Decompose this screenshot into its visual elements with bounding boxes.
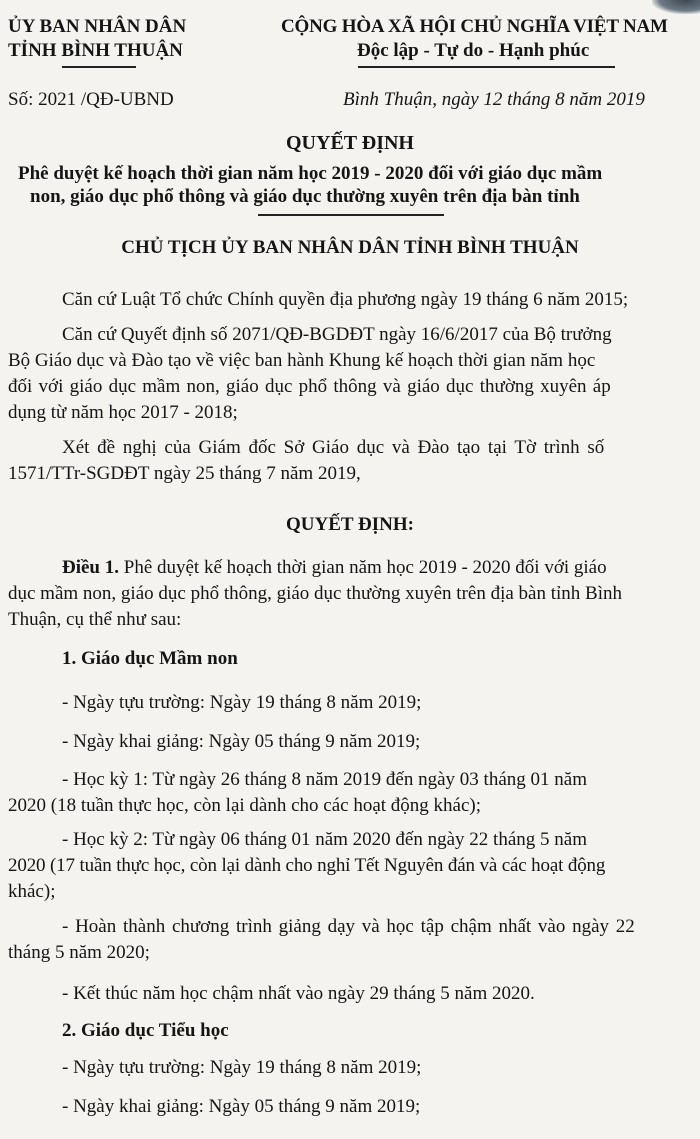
section1-item1: - Ngày tựu trường: Ngày 19 tháng 8 năm 2019; <box>62 692 422 713</box>
article1-label: Điều 1. <box>62 557 119 578</box>
section2-heading: 2. Giáo dục Tiểu học <box>62 1020 229 1041</box>
section1-item4-l1: - Học kỳ 2: Từ ngày 06 tháng 01 năm 2020 đến ngày 22 tháng 5 năm <box>62 829 587 850</box>
place-date: Bình Thuận, ngày 12 tháng 8 năm 2019 <box>343 89 645 110</box>
motto: Độc lập - Tự do - Hạnh phúc <box>357 40 590 61</box>
basis-decision-l3: đối với giáo dục mầm non, giáo dục phổ thông và giáo dục thường xuyên áp <box>8 376 611 397</box>
section1-item3-l1: - Học kỳ 1: Từ ngày 26 tháng 8 năm 2019 đến ngày 03 tháng 01 năm <box>62 769 587 790</box>
section2-item1: - Ngày tựu trường: Ngày 19 tháng 8 năm 2019; <box>62 1057 422 1078</box>
country-name: CỘNG HÒA XÃ HỘI CHỦ NGHĨA VIỆT NAM <box>281 16 668 37</box>
issuer-heading: CHỦ TỊCH ỦY BAN NHÂN DÂN TỈNH BÌNH THUẬN <box>121 237 579 258</box>
decision-heading: QUYẾT ĐỊNH: <box>286 514 414 535</box>
section2-item2: - Ngày khai giảng: Ngày 05 tháng 9 năm 2019; <box>62 1096 421 1117</box>
agency-line2: TỈNH BÌNH THUẬN <box>8 40 183 61</box>
agency-line1: ỦY BAN NHÂN DÂN <box>8 16 187 37</box>
section1-item5-l2: tháng 5 năm 2020; <box>8 942 150 963</box>
section1-heading: 1. Giáo dục Mầm non <box>62 648 238 669</box>
basis-proposal-l2: 1571/TTr-SGDĐT ngày 25 tháng 7 năm 2019, <box>8 463 361 484</box>
article1-line3: Thuận, cụ thể như sau: <box>8 609 182 630</box>
document-title: QUYẾT ĐỊNH <box>286 132 414 154</box>
section1-item3-l2: 2020 (18 tuần thực học, còn lại dành cho các hoạt động khác); <box>8 795 482 816</box>
motto-underline <box>358 66 615 68</box>
section1-item2: - Ngày khai giảng: Ngày 05 tháng 9 năm 2019; <box>62 731 421 752</box>
corner-shadow <box>652 0 700 14</box>
basis-decision-l1: Căn cứ Quyết định số 2071/QĐ-BGDĐT ngày 16/6/2017 của Bộ trưởng <box>62 324 612 345</box>
section1-item5-l1: - Hoàn thành chương trình giảng dạy và học tập chậm nhất vào ngày 22 <box>62 916 635 937</box>
section1-item6: - Kết thúc năm học chậm nhất vào ngày 29 tháng 5 năm 2020. <box>62 983 535 1004</box>
subject-line1: Phê duyệt kế hoạch thời gian năm học 2019 - 2020 đối với giáo dục mầm <box>18 163 603 184</box>
section1-item4-l3: khác); <box>8 881 56 902</box>
document-number: Số: 2021 /QĐ-UBND <box>8 89 174 110</box>
basis-law: Căn cứ Luật Tổ chức Chính quyền địa phương ngày 19 tháng 6 năm 2015; <box>62 289 629 310</box>
basis-proposal-l1: Xét đề nghị của Giám đốc Sở Giáo dục và Đào tạo tại Tờ trình số <box>62 437 605 458</box>
agency-underline <box>62 66 136 68</box>
article1-text: Phê duyệt kế hoạch thời gian năm học 2019 - 2020 đối với giáo <box>119 557 607 578</box>
basis-decision-l2: Bộ Giáo dục và Đào tạo về việc ban hành Khung kế hoạch thời gian năm học <box>8 350 596 371</box>
subject-line2: non, giáo dục phổ thông và giáo dục thường xuyên trên địa bàn tỉnh <box>30 186 580 207</box>
basis-decision-l4: dụng từ năm học 2017 - 2018; <box>8 402 238 423</box>
section1-item4-l2: 2020 (17 tuần thực học, còn lại dành cho nghỉ Tết Nguyên đán và các hoạt động <box>8 855 606 876</box>
article1-line2: dục mầm non, giáo dục phổ thông, giáo dục thường xuyên trên địa bàn tỉnh Bình <box>8 583 622 604</box>
article1-line1 <box>62 557 607 579</box>
subject-underline <box>258 214 444 216</box>
